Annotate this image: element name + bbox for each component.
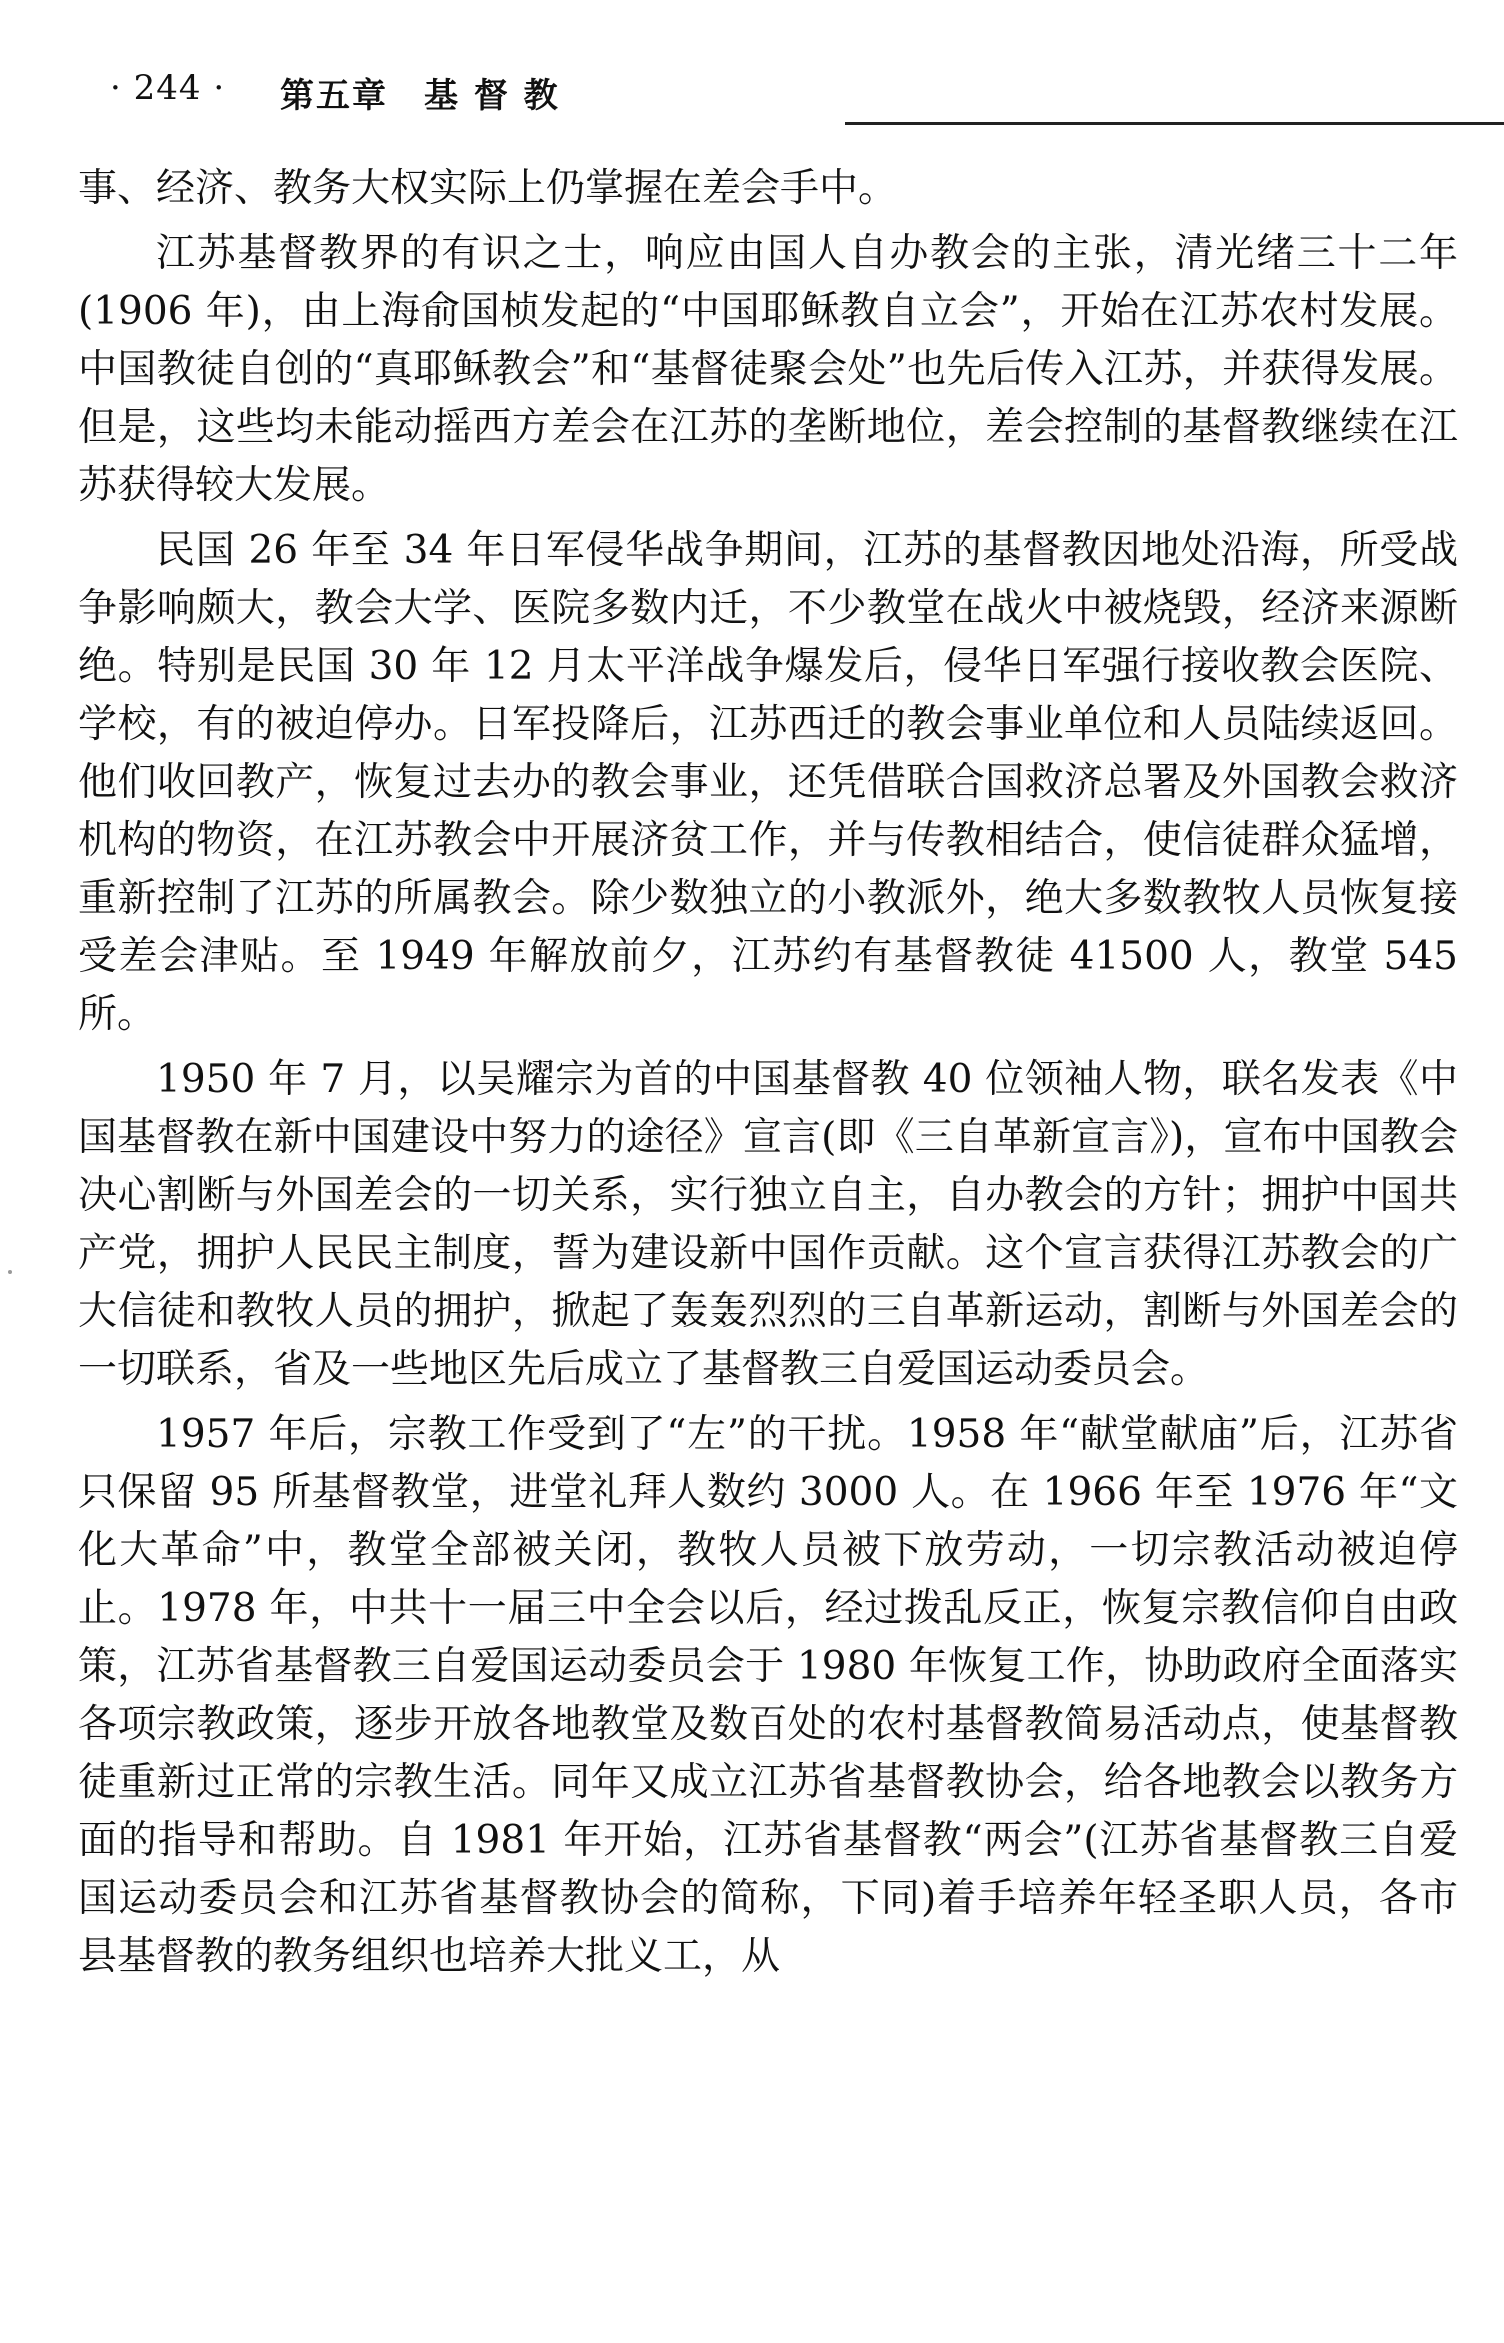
margin-dot xyxy=(8,1270,12,1274)
paragraph: 江苏基督教界的有识之士，响应由国人自办教会的主张，清光绪三十二年(1906 年)，由上海俞国桢发起的“中国耶稣教自立会”，开始在江苏农村发展。中国教徒自创的“真耶稣教会”和“基督徒聚会处”也先后传入江苏，并获得发展。但是，这些均未能动摇西方差会在江苏的垄断地位，差会控制的基督教继续在江苏获得较大发展。 xyxy=(78,231,1458,508)
body-text xyxy=(78,160,1458,1993)
chapter-title: 第五章 基 督 教 xyxy=(280,76,560,116)
paragraph: 民国 26 年至 34 年日军侵华战争期间，江苏的基督教因地处沿海，所受战争影响颇大，教会大学、医院多数内迁，不少教堂在战火中被烧毁，经济来源断绝。特别是民国 30 年 12 月太平洋战争爆发后，侵华日军强行接收教会医院、学校，有的被迫停办。日军投降后，江苏西迁的教会事业单位和人员陆续返回。他们收回教产，恢复过去办的教会事业，还凭借联合国救济总署及外国教会救济机构的物资，在江苏教会中开展济贫工作，并与传教相结合，使信徒群众猛增，重新控制了江苏的所属教会。除少数独立的小教派外，绝大多数教牧人员恢复接受差会津贴。至 1949 年解放前夕，江苏约有基督教徒 41500 人，教堂 545 所。 xyxy=(78,528,1458,1037)
paragraph: 1950 年 7 月，以吴耀宗为首的中国基督教 40 位领袖人物，联名发表《中国基督教在新中国建设中努力的途径》宣言(即《三自革新宣言》)，宣布中国教会决心割断与外国差会的一切关系，实行独立自主，自办教会的方针；拥护中国共产党，拥护人民民主制度，誓为建设新中国作贡献。这个宣言获得江苏教会的广大信徒和教牧人员的拥护，掀起了轰轰烈烈的三自革新运动，割断与外国差会的一切联系，省及一些地区先后成立了基督教三自爱国运动委员会。 xyxy=(78,1057,1458,1392)
page-number: · 244 · xyxy=(110,68,226,108)
paragraph-continuation: 事、经济、教务大权实际上仍掌握在差会手中。 xyxy=(78,166,898,211)
page-header xyxy=(70,60,1470,130)
paragraph: 1957 年后，宗教工作受到了“左”的干扰。1958 年“献堂献庙”后，江苏省只保留 95 所基督教堂，进堂礼拜人数约 3000 人。在 1966 年至 1976 年“文化大革命”中，教堂全部被关闭，教牧人员被下放劳动，一切宗教活动被迫停止。1978 年，中共十一届三中全会以后，经过拨乱反正，恢复宗教信仰自由政策，江苏省基督教三自爱国运动委员会于 1980 年恢复工作，协助政府全面落实各项宗教政策，逐步开放各地教堂及数百处的农村基督教简易活动点，使基督教徒重新过正常的宗教生活。同年又成立江苏省基督教协会，给各地教会以教务方面的指导和帮助。自 1981 年开始，江苏省基督教“两会”(江苏省基督教三自爱国运动委员会和江苏省基督教协会的简称，下同)着手培养年轻圣职人员，各市县基督教的教务组织也培养大批义工，从 xyxy=(78,1412,1458,1979)
header-rule xyxy=(845,122,1504,125)
